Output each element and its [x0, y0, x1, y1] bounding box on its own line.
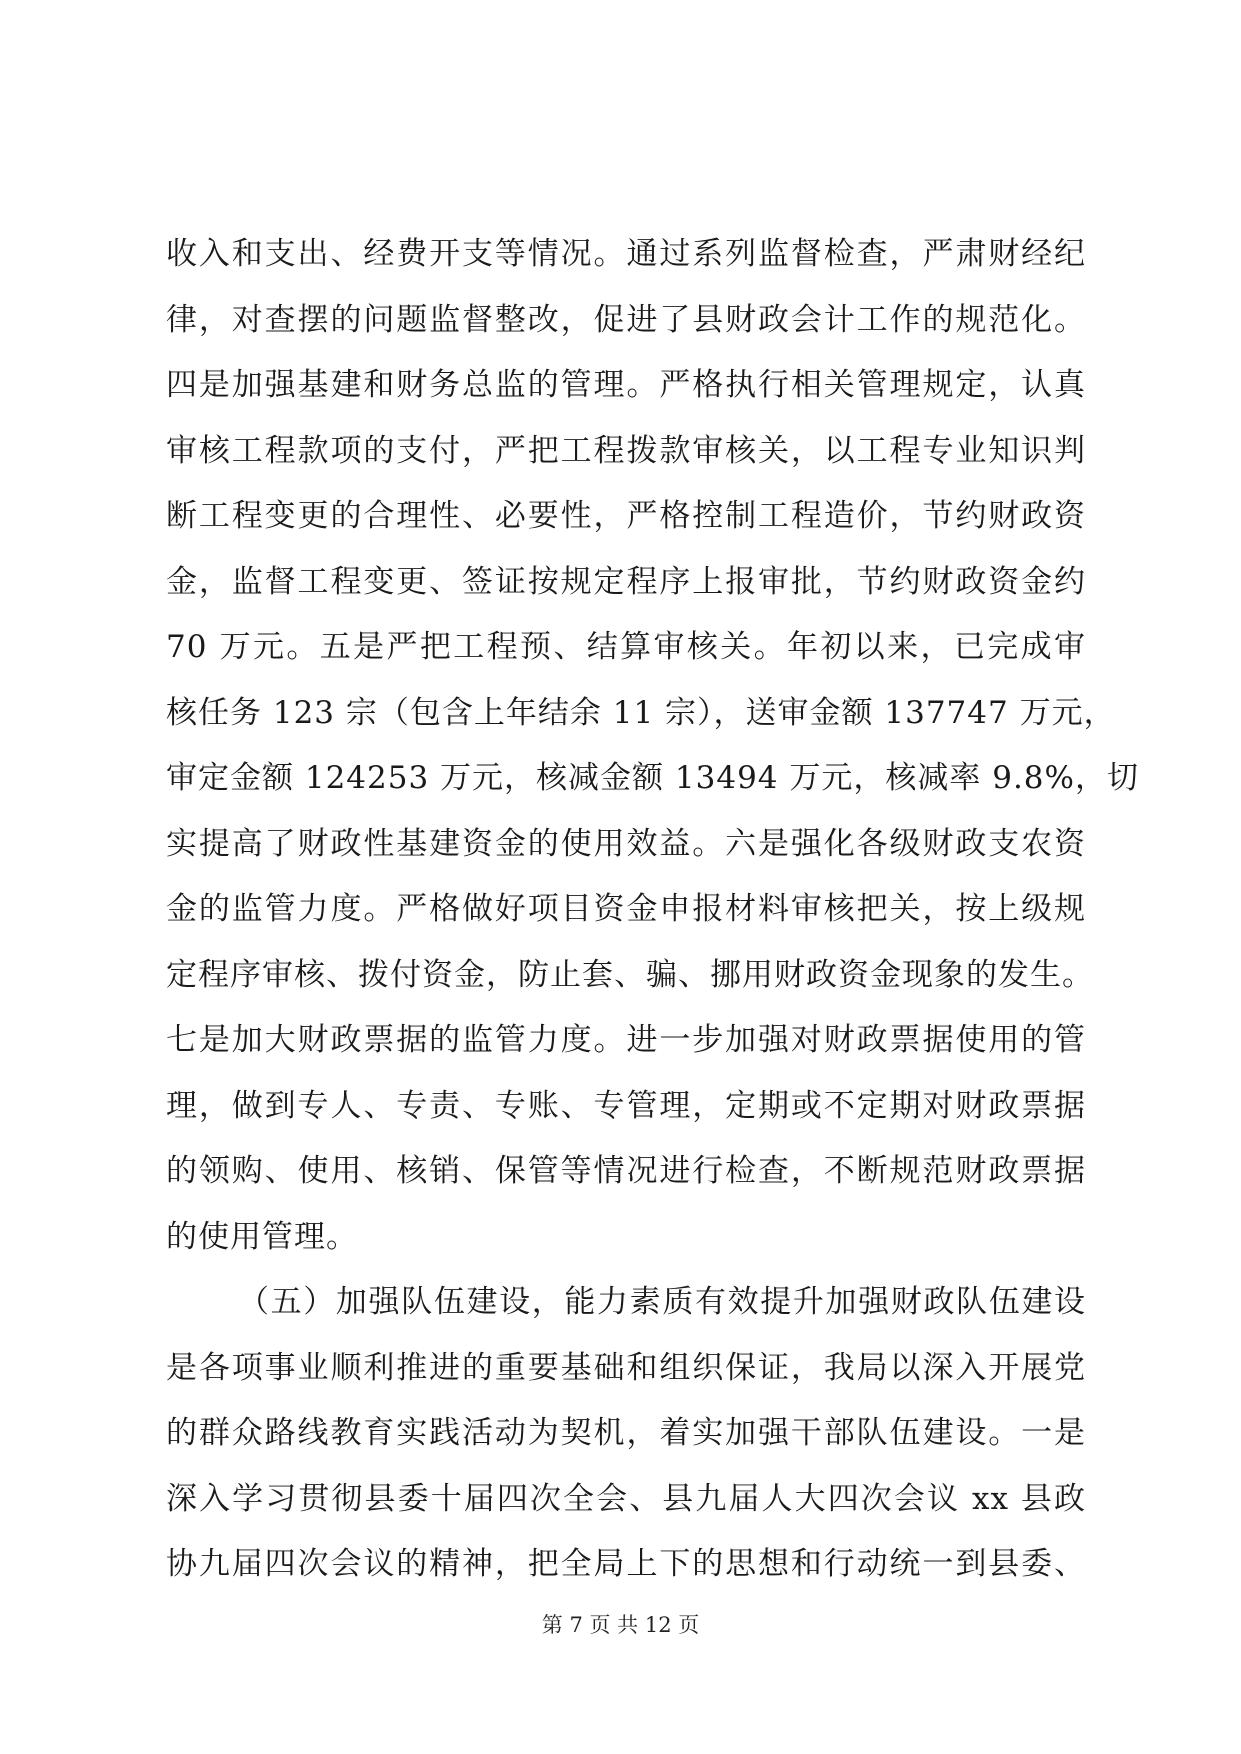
text-line: 断工程变更的合理性、必要性，严格控制工程造价，节约财政资 [166, 498, 1086, 534]
text-line: 核任务 123 宗（包含上年结余 11 宗），送审金额 137747 万元， [166, 694, 1116, 731]
text-line: 定程序审核、拨付资金，防止套、骗、挪用财政资金现象的发生。 [166, 956, 1094, 993]
text-line: 四是加强基建和财务总监的管理。严格执行相关管理规定，认真 [166, 367, 1086, 403]
text-line: 协九届四次会议的精神，把全局上下的思想和行动统一到县委、 [166, 1546, 1086, 1582]
text-line: 是各项事业顺利推进的重要基础和组织保证，我局以深入开展党 [166, 1349, 1086, 1386]
text-line: 审核工程款项的支付，严把工程拨款审核关，以工程专业知识判 [166, 432, 1086, 469]
text-line: 律，对查摆的问题监督整改，促进了县财政会计工作的规范化。 [166, 301, 1086, 338]
document-body [166, 222, 1139, 1598]
text-line: 七是加大财政票据的监管力度。进一步加强对财政票据使用的管 [166, 1022, 1086, 1058]
page-number-label: 第 7 页 共 12 页 [541, 1613, 700, 1637]
text-line: 深入学习贯彻县委十届四次全会、县九届人大四次会议 xx 县政 [166, 1480, 1086, 1517]
text-line: 审定金额 124253 万元，核减金额 13494 万元，核减率 9.8%，切 [166, 760, 1139, 796]
text-line: 的群众路线教育实践活动为契机，着实加强干部队伍建设。一是 [166, 1415, 1086, 1451]
text-line: 的使用管理。 [166, 1218, 358, 1255]
text-line: 实提高了财政性基建资金的使用效益。六是强化各级财政支农资 [166, 825, 1086, 862]
page-footer [0, 1610, 1241, 1640]
text-line: 收入和支出、经费开支等情况。通过系列监督检查，严肃财经纪 [166, 236, 1086, 272]
text-line: 金，监督工程变更、签证按规定程序上报审批，节约财政资金约 [166, 563, 1086, 600]
text-line: 金的监管力度。严格做好项目资金申报材料审核把关，按上级规 [166, 891, 1086, 927]
text-line: 70 万元。五是严把工程预、结算审核关。年初以来，已完成审 [166, 629, 1086, 665]
text-line: 的领购、使用、核销、保管等情况进行检查，不断规范财政票据 [166, 1153, 1086, 1189]
section-heading-line: （五）加强队伍建设，能力素质有效提升加强财政队伍建设 [238, 1284, 1086, 1320]
text-line: 理，做到专人、专责、专账、专管理，定期或不定期对财政票据 [166, 1087, 1086, 1124]
